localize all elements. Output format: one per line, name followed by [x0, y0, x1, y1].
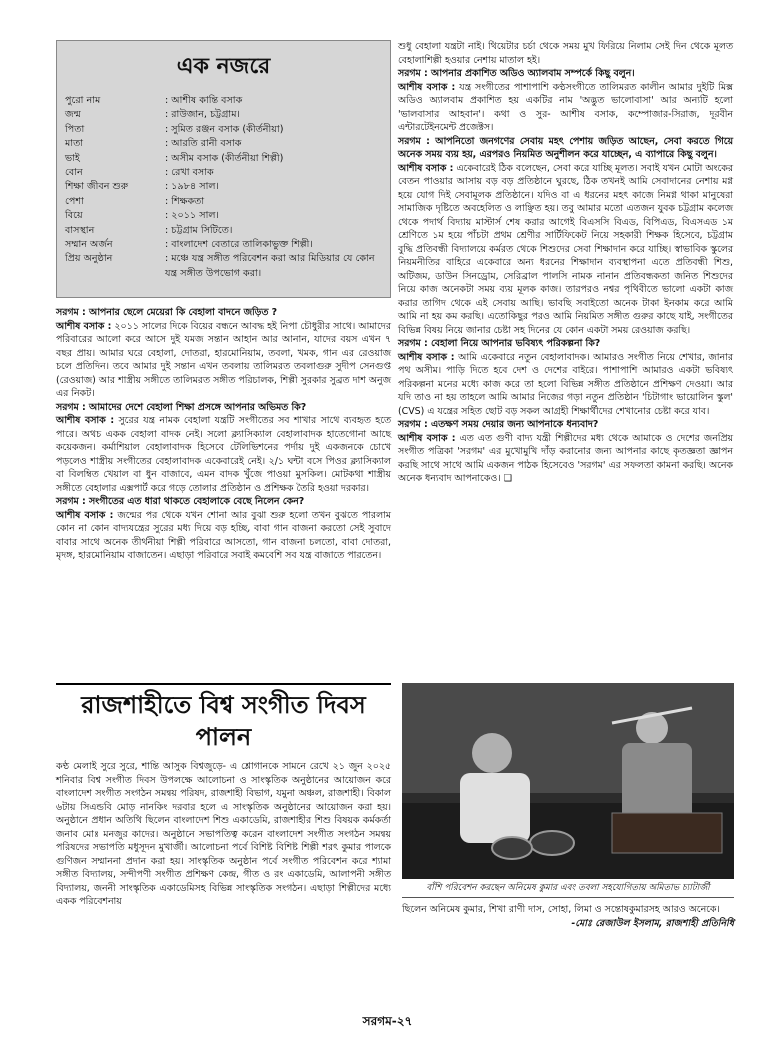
- info-key: মাতা: [65, 138, 84, 150]
- question: সরগম : বেহালা নিয়ে আপনার ভবিষ্যৎ পরিকল্পনা কি?: [398, 338, 601, 349]
- answer-text: এত এত গুণী বাদ্য যন্ত্রী শিল্পীদের মধ্য থেকে আমাকে ও দেশের জনপ্রিয় সংগীত পত্রিকা 'সরগম' এর মুখোমুখি দাঁড় করানোর জন্য আপনার কাছে কৃতজ্ঞতা জ্ঞাপন করছি সাথে সাথে আমি একজন পাঠক হিসেবেও 'সরগম' এর সফলতা কামনা করছি। অনেক অনেক ধন্যবাদ আপনাকেও। ❑: [398, 432, 733, 484]
- answer: [398, 40, 733, 67]
- article2-headline: রাজশাহীতে বিশ্ব সংগীত দিবস পালন: [56, 683, 391, 753]
- question: সরগম : আপনার ছেলে মেয়েরা কি বেহালা বাদনে জড়িত ?: [56, 307, 278, 318]
- info-row: [65, 166, 382, 180]
- info-value: : অসীম বসাক (কীর্তনীয়া শিল্পী): [165, 152, 284, 164]
- answer-label: আশীষ বসাক :: [56, 320, 112, 332]
- info-key: পুরো নাম: [65, 95, 101, 106]
- info-key: পিতা: [65, 123, 85, 135]
- question: সরগম : এতক্ষণ সময় দেয়ার জন্য আপনাকে ধন্যবাদ?: [398, 419, 599, 430]
- left-column: [56, 40, 391, 563]
- info-row: [65, 137, 382, 151]
- info-row: [65, 94, 382, 108]
- info-key: ভাই: [65, 152, 80, 164]
- info-value: : চট্টগ্রাম সিটিতে।: [165, 224, 233, 236]
- info-row: [65, 195, 382, 209]
- answer-text: জন্মের পর থেকে যখন শোনা আর বুঝা শুরু হলো তখন বুঝতে পারলাম কোন না কোন বাদ্যযন্ত্রের সুরের মধ্য দিয়ে বড় হচ্ছি, বাবা গান বাজনা করতো সেই সুবাদে বাবার সাথে অনেক তীর্থনীয়া শিল্পী পরিবারে আসতো, গান বাজনা চলতো, বাবা দোতরা, মৃদঙ্গ, হারমোনিয়াম বাজাতেন। এছাড়া পরিবারে সবাই কমবেশি সব যন্ত্র বাজাতে পারতেন।: [56, 509, 391, 561]
- info-row: [65, 224, 382, 238]
- right-column: [398, 40, 733, 486]
- infobox-rows: [65, 94, 382, 281]
- interview-part-2: [398, 40, 733, 486]
- info-value: : ১৯৮৪ সাল।: [165, 181, 219, 193]
- answer-label: আশীষ বসাক :: [398, 432, 456, 444]
- info-row: [65, 209, 382, 223]
- answer: [398, 81, 733, 135]
- answer-label: আশীষ বসাক :: [56, 509, 114, 521]
- answer-label: আশীষ বসাক :: [398, 351, 455, 363]
- info-key: জন্ম: [65, 109, 81, 121]
- answer-text: সুরের যন্ত্র নামক বেহালা যন্ত্রটি সংগীতের সব শাখার সাথে ব্যবহৃত হতে পারে। অথচ একক বেহালা বাদক নেই। সলো ক্ল্যাসিক্যাল বেহালাবাদক হাতেগোনা আছে কয়েকজন। কর্মাশিয়াল বেহালাবাদক হিসেবে টেলিভিশনের পর্দায় দুই একজনকে চোখে পড়লেও শাস্ত্রীয় সংগীতের বেহালাবাদক একেবারেই নেই। ২/১ ঘন্টা বসে পিওর ক্ল্যাসিক্যাল বা বিলম্বিত খেয়াল বা ধুন বাজাবে, এমন বাদক খুঁজে পাওয়া মুসকিল। মোটকথা শাস্ত্রীয় সঙ্গীতে বেহালার এক্সপার্ট করে গড়ে তোলার প্রতিষ্ঠান ও প্রশিক্ষক তৈরি হওয়া দরকার।: [56, 415, 391, 494]
- info-value: : মঞ্চে যন্ত্র সঙ্গীত পরিবেশন করা আর মিডিয়ার যে কোন যন্ত্র সঙ্গীত উপভোগ করা।: [165, 253, 375, 279]
- info-value: : বাংলাদেশ বেতারে তালিকাভুক্ত শিল্পী।: [165, 239, 313, 251]
- answer-text: একেবারেই ঠিক বলেছেন, সেবা করে যাচ্ছি মূলত। সবাই যখন মোটা অংকের বেতন পাওয়ার আসায় বড় বড় প্রতিষ্ঠানে ঘুরছে, ঠিক তখনই আমি সেবাদানের নেশায় মগ্ন হয়ে যোগ দিই সেবামূলক প্রতিষ্ঠানে। যদিও বা এ ধরনের মহৎ কাজে নিমগ্ন থাকা মানুষেরা সামাজিক দৃষ্টিতে অবহেলিত ও লাঞ্ছিত হয়। তবু আমার মতো এতজন যুবক চট্টগ্রাম কলেজ থেকে পদার্থ বিদ্যায় মাস্টার্স শেষ করার আগেই বিএসসি বিএড, বিপিএড, বিএসএড ১ম শ্রেণিতে ১ম হয়ে পাঁচটা প্রথম শ্রেণীর সার্টিফিকেট নিয়ে সহকারী শিক্ষক হিসেবে, চট্টগ্রাম বুদ্ধি প্রতিবন্ধী বিদ্যালয়ে কর্মরত থেকে শিশুদের সেবা শিক্ষাদান করে যাচ্ছি। স্বাভাবিক স্কুলের নিয়মনীতির বাহিরে একেবারে অন্য ধরনের শিক্ষাদান ব্যবস্থাপনা এতে প্রতিবন্ধী শিশু, অটিজম, ডাউন সিনড্রোম, সেরিব্রাল পালসি নামক নানান প্রতিবন্ধকতা জনিত শিশুদের নিয়ে কাজ অনেকটা সময় ব্যয় মূলক কাজ। তারপরও নশ্বর পৃথিবীতে ভালো একটা কাজ করার তাগিদ থেকে এই সেবায় আছি। ভাবছি সবাইতো অনেক টাকা ইনকাম করে আমি আমি না হয় কম করছি। এতোকিছুর পরও আমি নিয়মিত সঙ্গীত গুরুর কাছে যাই, সংগীতের বিভিন্ন বিষয় নিয়ে জানার চেষ্টা সহ দিনের যে কোন একটা সময় রেওয়াজ করছি।: [398, 162, 733, 336]
- article2-paragraph: কণ্ঠ মেলাই সুরে সুরে, শান্তি আসুক বিশ্বজুড়ে- এ শ্লোগানকে সামনে রেখে ২১ জুন ২০২৫ শনিবার বিশ্ব সংগীত দিবস উপলক্ষে আলোচনা ও সাংস্কৃতিক অনুষ্ঠানের আয়োজন করে বাংলাদেশ সংগীত সংগঠন সমন্বয় পরিষদ, রাজশাহী বিভাগ, যমুনা অঞ্চল, রাজশাহী। বিকাল ৬টায় সিএন্ডবি মোড় নানকিং দরবার হলে এ সাংস্কৃতিক অনুষ্ঠানের আয়োজন করা হয়। অনুষ্ঠানে প্রধান অতিথি ছিলেন বাংলাদেশ শিশু একাডেমি, রাজশাহীর শিশু বিষয়ক কর্মকর্তা জনাব মোঃ মনজুর কাদের। অনুষ্ঠানে সভাপতিত্ব করেন বাংলাদেশ সংগীত সংগঠন সমন্বয় পরিষদের সভাপতি মধুসূদন মুখার্জী। আলোচনা পর্বে বিশিষ্ট বিশিষ্ট শিল্পী শরৎ কুমার পালকে গুণিজন সম্মাননা প্রদান করা হয়। সাংস্কৃতিক অনুষ্ঠান পর্বে সংগীত পরিবেশন করে শ্যামা সঙ্গীত বিদ্যালয়, সন্দীপণী সংগীত প্রশিক্ষণ কেন্দ্র, গীত ও রং একাডেমি, আলাপনী সঙ্গীত বিদ্যালয়, জননী সাংস্কৃতিক একাডেমিসহ বিভিন্ন সাংস্কৃতিক সংগঠন। এছাড়া শিল্পীদের মধ্যে একক পরিবেশনায়: [56, 761, 391, 907]
- performance-photo: [402, 683, 734, 879]
- info-row: [65, 152, 382, 166]
- info-key: সম্মান অর্জন: [65, 239, 113, 251]
- answer-label: আশীষ বসাক :: [56, 415, 115, 426]
- question: সরগম : আমাদের দেশে বেহালা শিক্ষা প্রসঙ্গে আপনার অভিমত কি?: [56, 401, 307, 413]
- answer: [398, 162, 733, 338]
- answer: [56, 414, 391, 495]
- info-key: পেশা: [65, 195, 84, 207]
- info-row: [65, 123, 382, 137]
- answer-text: শুধু বেহালা যন্ত্রটা নাই। থিয়েটার চর্চা থেকে সময় মুখ ফিরিয়ে নিলাম সেই দিন থেকে মূলত বেহালাশিল্পী হওয়ার নেশায় মাতাল হই।: [398, 41, 733, 66]
- info-key: বিয়ে: [65, 210, 83, 222]
- info-row: [65, 238, 382, 252]
- info-row: [65, 180, 382, 194]
- info-key: বাসস্থান: [65, 224, 95, 236]
- continuation-text: ছিলেন অনিমেষ কুমার, শিখা রাণী দাস, সোহা, লিমা ও সন্তোষকুমারসহ আরও অনেকে।: [402, 904, 720, 915]
- info-value: : রাউজান, চট্টগ্রাম।: [165, 109, 240, 121]
- info-value: : শিক্ষকতা: [165, 195, 205, 207]
- answer-label: আশীষ বসাক :: [398, 81, 456, 93]
- article2-byline: -মোঃ রেজাউল ইসলাম, রাজশাহী প্রতিনিধি: [571, 917, 734, 929]
- interview-part-1: [56, 306, 391, 563]
- answer-text: যন্ত্র সংগীতের পাশাপাশি কণ্ঠসংগীতে তালিমরত কালীন আমার দুইটি মিক্স অডিও অ্যালবাম প্রকাশিত হয় একটির নাম 'অদ্ভুত ভালোবাসা' আর অন্যটি হলো 'ভালবাসার আহবান'। কথা ও সুর- আশীষ বসাক, কম্পোজার-সিরাজ, দূরবীন এন্টারটেইনমেন্ট প্রজেক্টস।: [398, 81, 733, 133]
- answer: [56, 509, 391, 563]
- question: সরগম : আপনিতো জনগণের সেবায় মহৎ পেশায় জড়িত আছেন, সেবা করতে গিয়ে অনেক সময় ব্যয় হয়, এরপরও নিয়মিত অনুশীলন করে যাচ্ছেন, এ ব্যাপারে কিছু বলুন।: [398, 135, 733, 160]
- answer: [398, 432, 733, 486]
- page-number: সরগম-২৭: [362, 1014, 413, 1028]
- photo-illustration: [402, 683, 734, 879]
- photo-caption: বাঁশি পরিবেশন করছেন অনিমেষ কুমার এবং তবলা সহযোগিতায় অমিতাভ চ্যাটার্জী: [402, 880, 734, 898]
- info-value: : আরতি রানী বসাক: [165, 138, 242, 150]
- info-row: [65, 252, 382, 281]
- info-value: : সুমিত রঞ্জন বসাক (কীর্তনীয়া): [165, 123, 284, 135]
- info-row: [65, 108, 382, 122]
- answer-text: ২০১১ সালের দিকে বিয়ের বন্ধনে আবদ্ধ হই নিপা চৌধুরীর সাথে। আমাদের পরিবারের আলো করে আসে দুই যমজ সন্তান আহান আর আনান, যাদের বয়স এখন ৭ বছর প্রায়। আমার ঘরে বেহালা, দোতরা, হারমোনিয়াম, তবলা, খমক, গান এর রেওয়াজ চলে প্রতিদিন। তবে আমার দুই সন্তান এখন তবলায় তালিমরত তবলাগুরু সুদীপ সেনগুপ্ত (রেওয়াজ) আর শাস্ত্রীয় সঙ্গীতে তালিমরত সঙ্গীত পরিচালক, শিল্পী সুরকার সুব্রত দাশ অনুজ এর নিকট।: [56, 320, 391, 399]
- info-value: : রেখা বসাক: [165, 167, 214, 179]
- answer: [398, 351, 733, 419]
- article2-continuation: [402, 903, 734, 930]
- answer-text: আমি একেবারে নতুন বেহালাবাদক। আমারও সংগীত নিয়ে শেখার, জানার পথ অসীম। পাড়ি দিতে হবে দেশ ও দেশের বাইরে। পাশাপাশি আমারও একটা ভবিষ্যৎ পরিকল্পনা মনের মধ্যে কাজ করে তা হলো বিভিন্ন সঙ্গীত প্রতিষ্ঠানে প্রশিক্ষণ দেওয়া। আর যদি তাও না হয় তাহলে আমি আমার নিজের গড়া নতুন প্রতিষ্ঠান 'চিটাগাং ভায়োলিন স্কুল' (CVS) এ যন্ত্রের সহিত ছোট বড় সকল আগ্রহী শিক্ষার্থীদের শেখানোর চেষ্টা করে যাব।: [398, 351, 733, 417]
- answer-label: আশীষ বসাক :: [398, 162, 454, 174]
- info-value: : আশীষ কান্তি বসাক: [165, 95, 243, 106]
- question: সরগম : আপনার প্রকাশিত অডিও অ্যালবাম সম্পর্কে কিছু বলুন।: [398, 68, 635, 79]
- infobox-title: এক নজরে: [176, 53, 271, 79]
- info-key: শিক্ষা জীবন শুরু: [65, 181, 129, 193]
- at-a-glance-box: [56, 40, 391, 298]
- answer: [56, 320, 391, 401]
- question: সরগম : সংগীতের এত ধারা থাকতে বেহালাকে বেছে নিলেন কেন?: [56, 496, 305, 507]
- info-key: বোন: [65, 167, 83, 179]
- info-key: প্রিয় অনুষ্ঠান: [65, 253, 113, 265]
- info-value: : ২০১১ সাল।: [165, 210, 219, 222]
- article2-body: [56, 760, 391, 909]
